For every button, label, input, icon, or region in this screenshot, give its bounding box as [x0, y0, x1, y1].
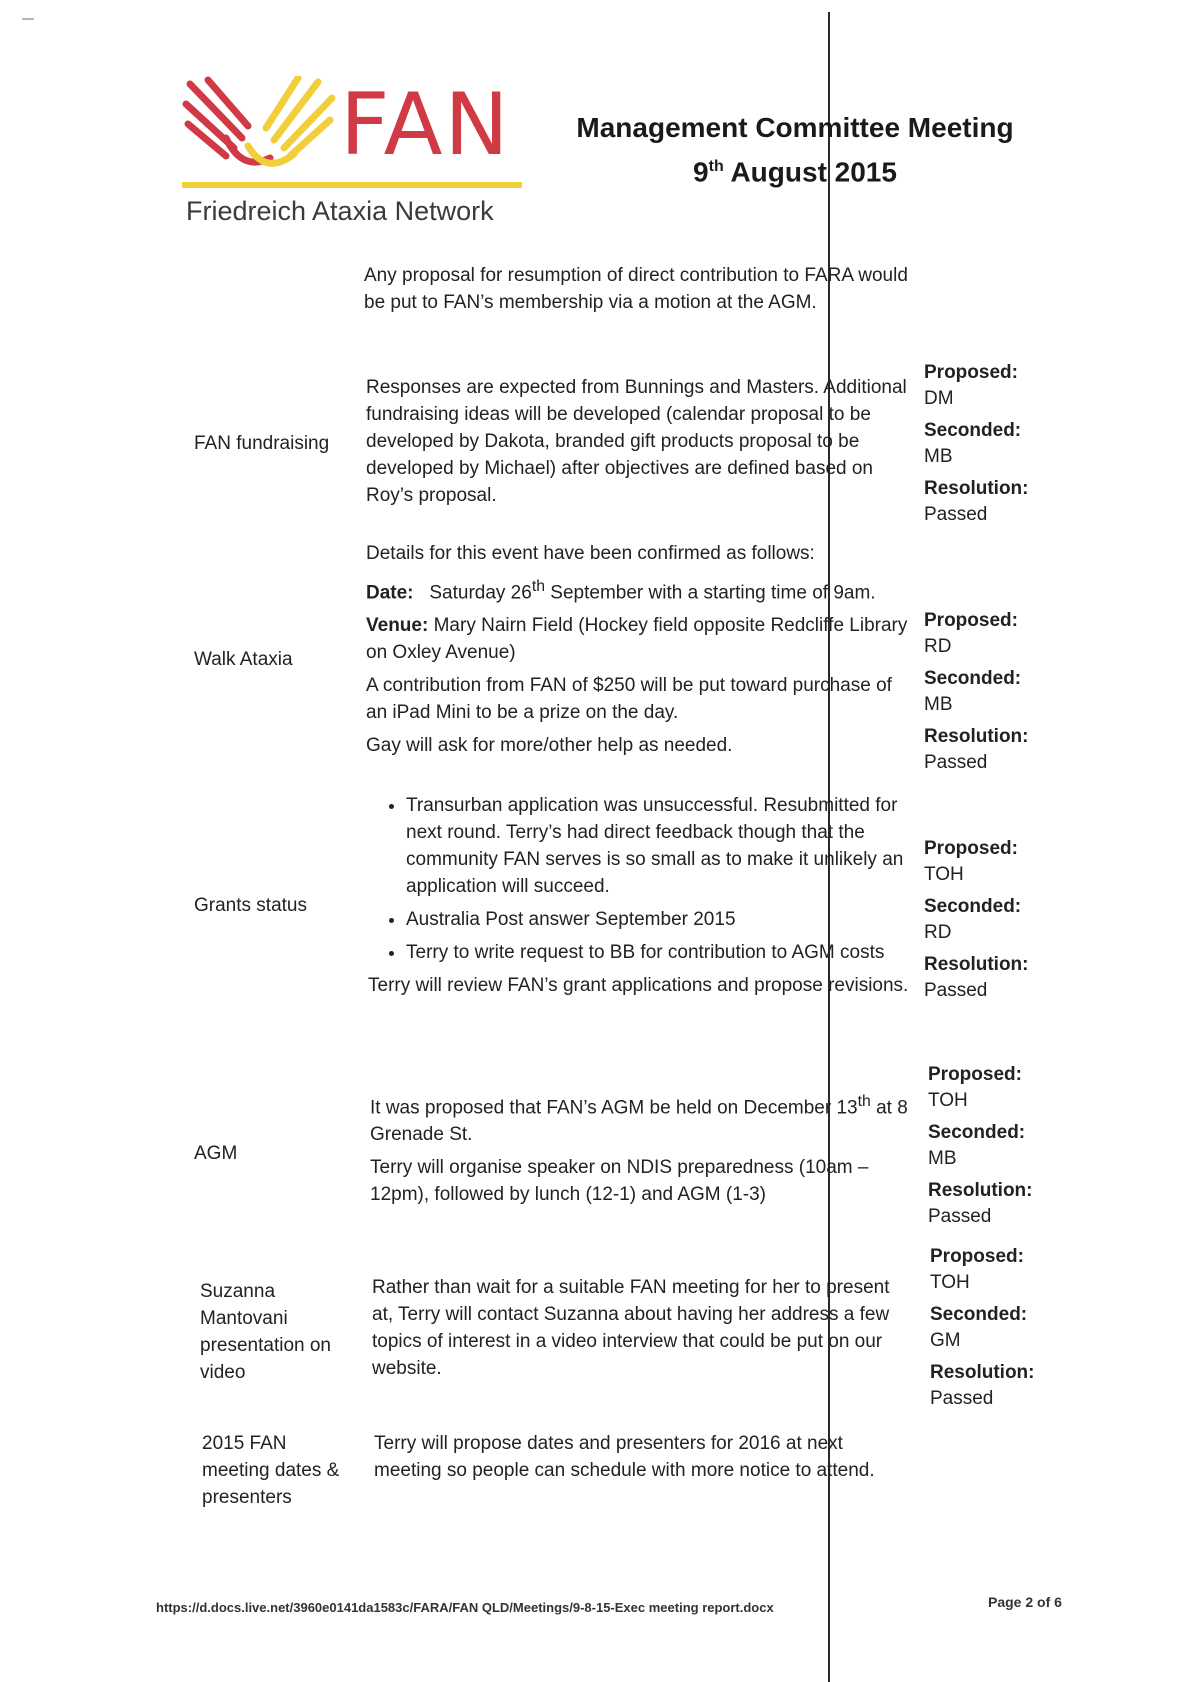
proposed-label: Proposed:: [924, 362, 1018, 383]
agm-topic: AGM: [194, 1143, 238, 1164]
walk-venue: [366, 612, 916, 666]
fan-logo: [182, 76, 532, 226]
walk-intro: Details for this event have been confirmed as follows:: [366, 543, 815, 564]
resolution-value: Passed: [928, 1206, 992, 1227]
org-name: Friedreich Ataxia Network: [186, 196, 494, 226]
page-number: Page 2 of 6: [988, 1594, 1062, 1610]
walk-help: Gay will ask for more/other help as needed.: [366, 735, 733, 757]
resolution-label: Resolution:: [930, 1362, 1035, 1383]
agm-location: at 8 Grenade St.: [370, 1097, 908, 1146]
venue-label: Venue:: [366, 615, 429, 637]
hands-icon: [182, 76, 342, 176]
seconded-label: Seconded:: [930, 1304, 1028, 1325]
date-label: Date:: [366, 582, 414, 604]
grants-topic: Grants status: [194, 895, 307, 916]
title-date-rest: August 2015: [723, 156, 897, 188]
logo-underline: [182, 182, 522, 188]
grants-details: [368, 792, 918, 1005]
seconded-label: Seconded:: [924, 896, 1022, 917]
intro-text: Any proposal for resumption of direct contribution to FARA would be put to FAN’s membership via a motion at the AGM.: [364, 265, 908, 313]
proposed-value: TOH: [930, 1272, 970, 1293]
seconded-value: RD: [924, 922, 952, 943]
seconded-value: GM: [930, 1330, 961, 1351]
meetings-topic: 2015 FAN meeting dates & presenters: [202, 1433, 340, 1508]
agm-proposal-text: It was proposed that FAN’s AGM be held on December 13: [370, 1097, 858, 1119]
resolution-label: Resolution:: [924, 954, 1029, 975]
fundraising-topic: FAN fundraising: [194, 433, 330, 454]
walk-date: [366, 573, 916, 606]
resolution-value: Passed: [930, 1388, 994, 1409]
agm-date-suffix: th: [857, 1093, 871, 1110]
agm-plan: Terry will organise speaker on NDIS preparedness (10am – 12pm), followed by lunch (12-1) and AGM (1-3): [370, 1157, 869, 1206]
agm-details: [370, 1088, 920, 1214]
document-path: https://d.docs.live.net/3960e0141da1583c/FARA/FAN QLD/Meetings/9-8-15-Exec meeting report.docx: [156, 1600, 774, 1615]
venue-value: Mary Nairn Field (Hockey field opposite Redcliffe Library on Oxley Avenue): [366, 615, 908, 664]
grants-review: Terry will review FAN’s grant applications and propose revisions.: [368, 975, 909, 996]
grant-item: • Terry to write request to BB for contribution to AGM costs: [406, 939, 918, 966]
proposed-value: TOH: [924, 864, 964, 885]
walk-vote: [924, 608, 1074, 776]
logo-wordmark: FAN: [340, 75, 511, 175]
seconded-label: Seconded:: [928, 1122, 1026, 1143]
grant-item: • Transurban application was unsuccessful. Resubmitted for next round. Terry’s had direct feedback though that the community FAN serves is so small as to make it unlikely an application will succeed.: [406, 792, 918, 900]
proposed-label: Proposed:: [928, 1064, 1022, 1085]
resolution-label: Resolution:: [928, 1180, 1033, 1201]
seconded-value: MB: [924, 446, 953, 467]
walk-topic: Walk Ataxia: [194, 649, 293, 670]
resolution-value: Passed: [924, 980, 988, 1001]
walk-details: [366, 540, 916, 765]
resolution-label: Resolution:: [924, 478, 1029, 499]
walk-contribution: A contribution from FAN of $250 will be put toward purchase of an iPad Mini to be a prize on the day.: [366, 675, 892, 724]
seconded-value: MB: [928, 1148, 957, 1169]
resolution-label: Resolution:: [924, 726, 1029, 747]
scan-mark: [22, 18, 34, 20]
proposed-value: RD: [924, 636, 952, 657]
fundraising-vote: [924, 360, 1074, 528]
title-line-2: [560, 147, 1030, 191]
proposed-label: Proposed:: [924, 838, 1018, 859]
grants-vote: [924, 836, 1074, 1004]
agm-vote: [928, 1062, 1078, 1230]
grant-item: • Australia Post answer September 2015: [406, 906, 918, 933]
date-rest: September with a starting time of 9am.: [545, 582, 876, 604]
resolution-value: Passed: [924, 504, 988, 525]
title-day-suffix: th: [708, 158, 724, 175]
suzanna-topic: Suzanna Mantovani presentation on video: [200, 1281, 331, 1383]
proposed-label: Proposed:: [930, 1246, 1024, 1267]
seconded-label: Seconded:: [924, 420, 1022, 441]
page-title: [560, 108, 1030, 191]
proposed-value: DM: [924, 388, 954, 409]
suzanna-vote: [930, 1244, 1080, 1412]
fundraising-text: Responses are expected from Bunnings and Masters. Additional fundraising ideas will be developed (calendar proposal to be developed by Dakota, branded gift products proposal to be developed by Michael) after objectives are defined based on Roy’s proposal.: [366, 377, 907, 506]
proposed-label: Proposed:: [924, 610, 1018, 631]
resolution-value: Passed: [924, 752, 988, 773]
suzanna-text: Rather than wait for a suitable FAN meeting for her to present at, Terry will contact Suzanna about having her address a few topics of interest in a video interview that could be put on our website.: [372, 1277, 890, 1379]
date-value: Saturday 26: [429, 582, 532, 604]
title-line-1: Management Committee Meeting: [576, 112, 1014, 143]
title-day: 9: [693, 156, 709, 188]
proposed-value: TOH: [928, 1090, 968, 1111]
agm-proposal: [370, 1088, 920, 1148]
seconded-label: Seconded:: [924, 668, 1022, 689]
seconded-value: MB: [924, 694, 953, 715]
date-suffix: th: [531, 578, 546, 595]
meetings-text: Terry will propose dates and presenters for 2016 at next meeting so people can schedule with more notice to attend.: [374, 1433, 875, 1481]
grants-list: [368, 792, 918, 966]
